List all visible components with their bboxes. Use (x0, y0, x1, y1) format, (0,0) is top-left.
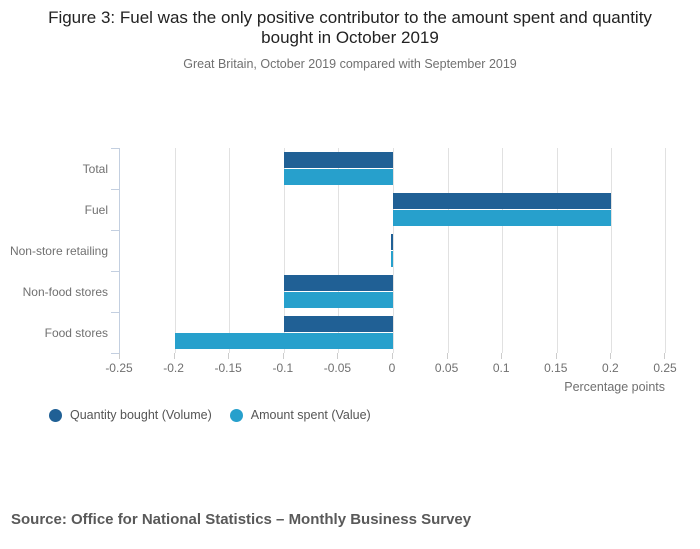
bar-fuel-amount-spent (393, 210, 611, 226)
x-tick-label--0.2: -0.2 (163, 361, 184, 375)
x-tick-label-0.15: 0.15 (544, 361, 568, 375)
x-tick-label--0.1: -0.1 (272, 361, 294, 375)
x-axis-tick (501, 353, 502, 359)
x-axis-tick (337, 353, 338, 359)
x-tick-label-0.2: 0.2 (602, 361, 619, 375)
x-axis-tick (283, 353, 284, 359)
x-axis-tick (228, 353, 229, 359)
category-label-total: Total (82, 161, 108, 176)
y-axis-tick (111, 312, 119, 313)
x-axis-tick (447, 353, 448, 359)
legend-item-amount-spent (230, 408, 371, 422)
legend-label: Quantity bought (Volume) (70, 408, 212, 422)
bar-non-food-stores-quantity-bought (284, 275, 393, 291)
x-axis-tick (556, 353, 557, 359)
gridline (175, 148, 176, 353)
x-axis-tick (174, 353, 175, 359)
category-label-fuel: Fuel (84, 202, 108, 217)
bar-total-quantity-bought (284, 152, 393, 168)
gridline (448, 148, 449, 353)
y-axis-tick (111, 353, 119, 354)
figure-title: Figure 3: Fuel was the only positive contributor to the amount spent and quantity bought in October 2019 (48, 8, 652, 47)
category-label-non-store-retailing: Non-store retailing (9, 243, 108, 258)
category-label-non-food-stores: Non-food stores (22, 284, 108, 299)
legend-swatch-icon (49, 409, 62, 422)
zero-gridline (393, 148, 394, 353)
y-axis-tick (111, 148, 119, 149)
bar-non-store-retailing-amount-spent (391, 251, 393, 267)
x-tick-label--0.15: -0.15 (214, 361, 242, 375)
x-axis-tick (610, 353, 611, 359)
x-tick-label-0: 0 (388, 361, 396, 375)
x-axis-tick (392, 353, 393, 359)
x-axis-tick (664, 353, 665, 359)
bar-total-amount-spent (284, 169, 393, 185)
y-axis-tick (111, 230, 119, 231)
legend-swatch-icon (230, 409, 243, 422)
gridline (611, 148, 612, 353)
legend (49, 408, 371, 422)
bar-food-stores-amount-spent (175, 333, 393, 349)
gridline (665, 148, 666, 353)
legend-label: Amount spent (Value) (250, 408, 371, 422)
x-tick-label--0.25: -0.25 (105, 361, 133, 375)
bar-food-stores-quantity-bought (284, 316, 393, 332)
x-axis-title: Percentage points (564, 380, 665, 394)
category-label-food-stores: Food stores (44, 325, 108, 340)
gridline (557, 148, 558, 353)
bar-non-store-retailing-quantity-bought (391, 234, 393, 250)
figure-subtitle: Great Britain, October 2019 compared with September 2019 (183, 57, 517, 71)
plot-area (119, 148, 666, 353)
bar-fuel-quantity-bought (393, 193, 611, 209)
gridline (229, 148, 230, 353)
x-tick-label-0.05: 0.05 (434, 361, 459, 375)
bar-non-food-stores-amount-spent (284, 292, 393, 308)
legend-item-quantity-bought (49, 408, 212, 422)
y-axis-tick (111, 271, 119, 272)
gridline (502, 148, 503, 353)
x-tick-label-0.1: 0.1 (492, 361, 510, 375)
source-note: Source: Office for National Statistics – Monthly Business Survey (11, 511, 472, 528)
x-tick-label-0.25: 0.25 (653, 361, 677, 375)
y-axis-tick (111, 189, 119, 190)
x-tick-label--0.05: -0.05 (323, 361, 352, 375)
x-axis-tick (119, 353, 120, 359)
